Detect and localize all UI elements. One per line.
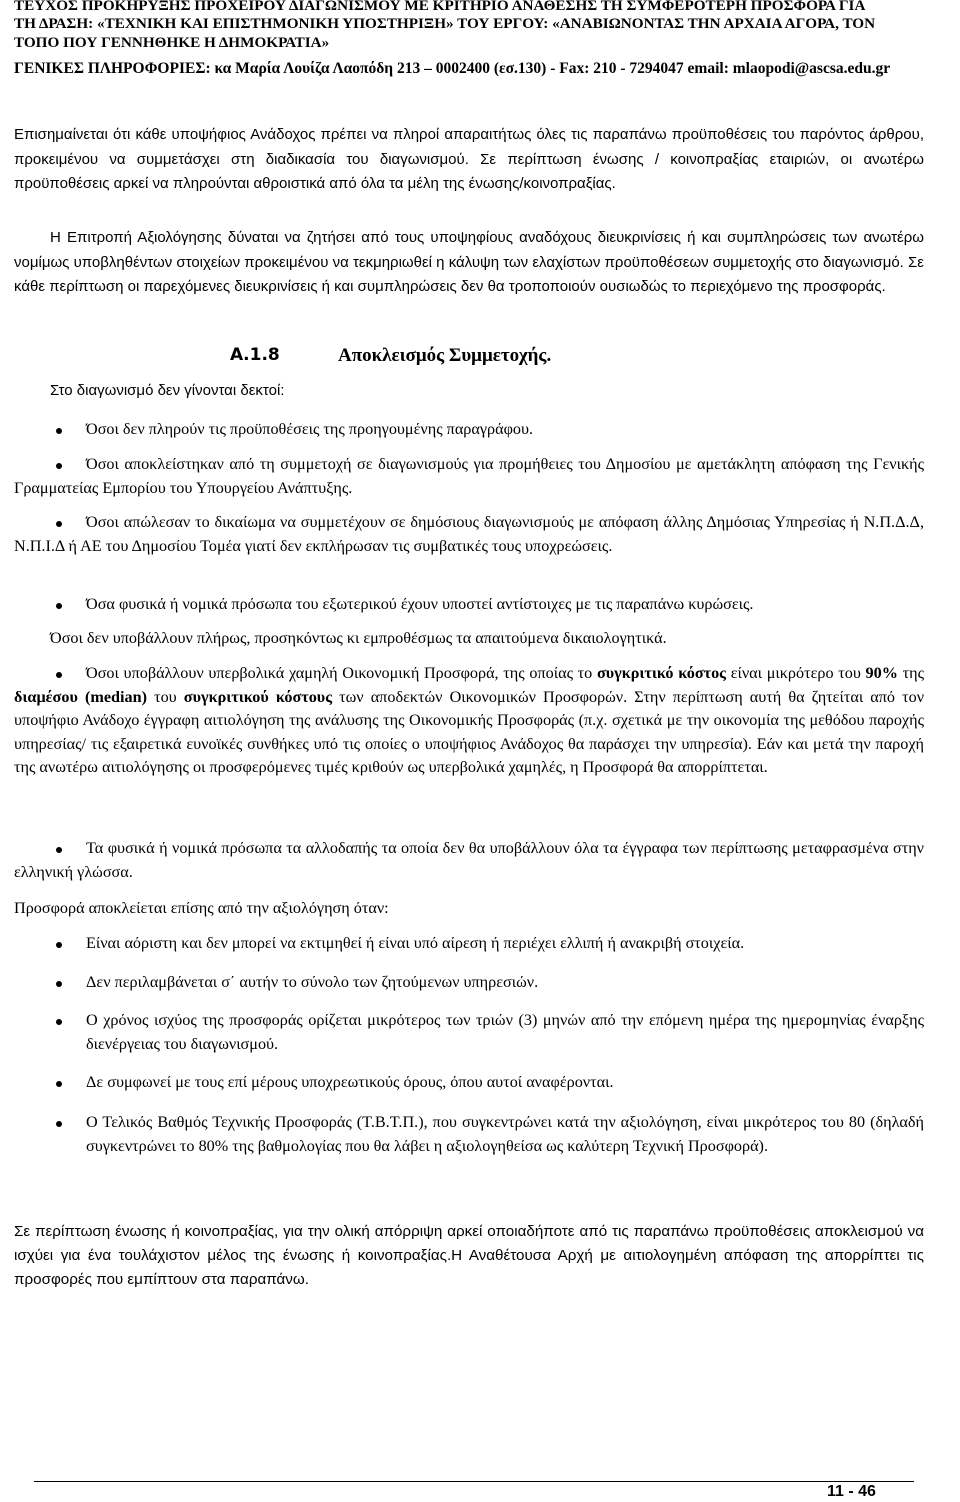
header-line-3: ΤΟΠΟ ΠΟΥ ΓΕΝΝΗΘΗΚΕ Η ΔΗΜΟΚΡΑΤΙΑ» <box>14 34 330 51</box>
closing-paragraph: Σε περίπτωση ένωσης ή κοινοπραξίας, για την ολική απόρριψη αρκεί οποιαδήποτε από τις παραπάνω προϋποθέσεις αποκλεισμού να ισχύει για ένα τουλάχιστον μέλος της ένωσης ή κοινοπραξίας.Η Αναθέτουσα Αρχή με αιτιολογημένη απόφαση της απορρίπτει τις προσφορές που εμπίπτουν στα παραπάνω. <box>14 1223 924 1288</box>
page-number: 11 - 46 <box>827 1483 876 1500</box>
document-header <box>14 0 948 58</box>
bold-text: (median) <box>84 687 147 706</box>
footer-rule <box>34 1481 914 1482</box>
text-span: της <box>897 664 924 682</box>
header-contact-info: ΓΕΝΙΚΕΣ ΠΛΗΡΟΦΟΡΙΕΣ: κα Μαρία Λουίζα Λαοπόδη 213 – 0002400 (εσ.130) - Fax: 210 - 7294047 email: mlaopodi@ascsa.edu.gr <box>14 60 891 77</box>
exclusion-item-1: Όσοι δεν πληρούν τις προϋποθέσεις της προηγουμένης παραγράφου. <box>86 420 534 438</box>
bold-text: 90% <box>865 664 898 682</box>
text-span: Όσοι υποβάλλουν υπερβολικά χαμηλή Οικονομική Προσφορά, της οποίας το <box>86 664 597 682</box>
exclusion-item-6: Τα φυσικά ή νομικά πρόσωπα τα αλλοδαπής τα οποία δεν θα υποβάλλουν όλα τα έγγραφα των περίπτωσης μεταφρασμένα στην ελληνική γλώσσα. <box>14 839 924 881</box>
rejection-item-3: Ο χρόνος ισχύος της προσφοράς ορίζεται μικρότερος των τριών (3) μηνών από την επόμενη ημέρα της ημερομηνίας έναρξης διενέργειας του διαγωνισμού. <box>86 1011 924 1053</box>
rejection-lead: Προσφορά αποκλείεται επίσης από την αξιολόγηση όταν: <box>14 899 389 917</box>
intro-paragraph-1: Επισημαίνεται ότι κάθε υποψήφιος Ανάδοχος πρέπει να πληροί απαραιτήτως όλες τις παραπάνω προϋποθέσεις του παρόντος άρθρου, προκειμένου να συμμετάσχει στη διαδικασία του διαγωνισμού. Σε περίπτωση ένωσης / κοινοπραξίας εταιριών, οι ανωτέρω προϋποθέσεις αρκεί να πληρούνται αθροιστικά από όλα τα μέλη της ένωσης/κοινοπραξίας. <box>14 126 924 192</box>
rejection-item-4: Δε συμφωνεί με τους επί μέρους υποχρεωτικούς όρους, όπου αυτοί αναφέρονται. <box>86 1073 614 1091</box>
exclusion-item-plain: Όσοι δεν υποβάλλουν πλήρως, προσηκόντως κι εμπροθέσμως τα απαιτούμενα δικαιολογητικά. <box>50 629 667 647</box>
text-span <box>78 688 85 706</box>
bold-text: διαμέσου <box>14 687 78 706</box>
header-line-1: ΤΕΥΧΟΣ ΠΡΟΚΗΡΥΞΗΣ ΠΡΟΧΕΙΡΟΥ ΔΙΑΓΩΝΙΣΜΟΥ ΜΕ ΚΡΙΤΗΡΙΟ ΑΝΑΘΕΣΗΣ ΤΗ ΣΥΜΦΕΡΟΤΕΡΗ ΠΡΟΣΦΟΡΑ ΓΙΑ <box>14 0 866 14</box>
intro-paragraph-2: Η Επιτροπή Αξιολόγησης δύναται να ζητήσει από τους υποψηφίους αναδόχους διευκρινίσεις ή και συμπληρώσεις των ανωτέρω νομίμως υποβληθέντων στοιχείων προκειμένου να τεκμηριωθεί η κάλυψη των ελαχίστων προϋποθέσεων συμμετοχής στο διαγωνισμό. Σε κάθε περίπτωση οι παρεχόμενες διευκρινίσεις ή και συμπληρώσεις δεν θα τροποποιούν ουσιωδώς το περιεχόμενο της προσφοράς. <box>14 229 924 295</box>
bullet-marker <box>56 981 62 987</box>
text-span: του <box>147 687 184 706</box>
text-span: είναι μικρότερο του <box>726 664 866 682</box>
bullet-marker <box>56 428 62 434</box>
exclusion-item-4: Όσα φυσικά ή νομικά πρόσωπα του εξωτερικού έχουν υποστεί αντίστοιχες με τις παραπάνω κυρώσεις. <box>86 595 754 613</box>
bullet-marker <box>56 603 62 609</box>
exclusion-item-2: Όσοι αποκλείστηκαν από τη συμμετοχή σε διαγωνισμούς για προμήθειες του Δημοσίου με αμετάκλητη απόφαση της Γενικής Γραμματείας Εμπορίου του Υπουργείου Ανάπτυξης. <box>14 455 924 497</box>
bold-text: συγκριτικού κόστους <box>183 687 333 706</box>
exclusion-item-3: Όσοι απώλεσαν το δικαίωμα να συμμετέχουν σε δημόσιους διαγωνισμούς με απόφαση άλλης Δημόσιας Υπηρεσίας ή Ν.Π.Δ.Δ, Ν.Π.Ι.Δ ή ΑΕ του Δημοσίου Τομέα γιατί δεν εκπλήρωσαν τις συμβατικές τους υποχρεώσεις. <box>14 513 924 555</box>
header-line-2: ΤΗ ΔΡΑΣΗ: «ΤΕΧΝΙΚΗ ΚΑΙ ΕΠΙΣΤΗΜΟΝΙΚΗ ΥΠΟΣΤΗΡΙΞΗ» ΤΟΥ ΕΡΓΟΥ: «ΑΝΑΒΙΩΝΟΝΤΑΣ ΤΗΝ ΑΡΧΑΙΑ ΑΓΟΡΑ, ΤΟΝ <box>14 15 876 32</box>
exclusion-item-5 <box>14 662 924 780</box>
bullet-marker <box>56 942 62 948</box>
rejection-item-2: Δεν περιλαμβάνεται σ΄ αυτήν το σύνολο των ζητούμενων υπηρεσιών. <box>86 973 539 991</box>
bullet-marker <box>56 1121 62 1127</box>
bullet-marker <box>56 1081 62 1087</box>
bold-text: συγκριτικό κόστος <box>596 664 727 682</box>
section-lead: Στο διαγωνισμό δεν γίνονται δεκτοί: <box>50 382 285 399</box>
section-number: Α.1.8 <box>230 345 280 365</box>
bullet-marker <box>56 1019 62 1025</box>
section-title: Αποκλεισμός Συμμετοχής. <box>338 345 552 366</box>
rejection-item-1: Είναι αόριστη και δεν μπορεί να εκτιμηθεί ή είναι υπό αίρεση ή περιέχει ελλιπή ή ανακριβή στοιχεία. <box>86 934 745 952</box>
rejection-item-5: Ο Τελικός Βαθμός Τεχνικής Προσφοράς (Τ.Β.Τ.Π.), που συγκεντρώνει κατά την αξιολόγηση, είναι μικρότερος του 80 (δηλαδή συγκεντρώνει το 80% της βαθμολογίας που θα λάβει η αξιολογηθείσα ως καλύτερη Τεχνική Προσφορά). <box>86 1113 924 1155</box>
text-span: των αποδεκτών Οικονομικών Προσφορών. Στην περίπτωση αυτή θα ζητείται από τον υποψήφιο Ανάδοχο έγγραφη αιτιολόγηση της ανάλυσης της Οικονομικής Προσφοράς (π.χ. σχετικά με την οικονομία της μεθόδου παροχής υπηρεσίας/ τις εξαιρετικά ευνοϊκές συνθήκες υπό τις οποίες ο υποψήφιος Ανάδοχος θα παράσχει την υπηρεσία). Εάν και μετά την παροχή της ανωτέρω αιτιολόγησης οι προσφερόμενες τιμές κριθούν ως υπερβολικά χαμηλές, η Προσφορά θα απορρίπτεται. <box>14 687 925 776</box>
